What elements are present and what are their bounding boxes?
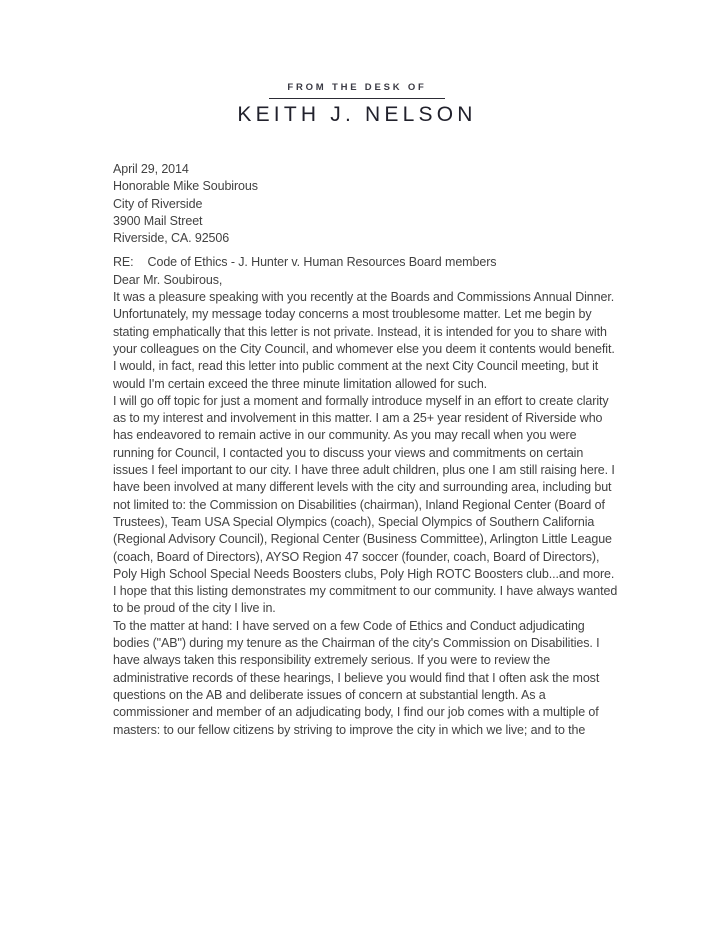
letterhead-kicker: FROM THE DESK OF: [287, 82, 427, 93]
paragraph-3: To the matter at hand: I have served on a few Code of Ethics and Conduct adjudicating bodies ("AB") during my tenure as the Chairman of the city's Commission on Disabilities. I have always taken this responsibility extremely serious. If you were to review the administrative records of these hearings, I believe you would find that I often ask the most questions on the AB and deliberate issues of concern at substantial length. As a commissioner and member of an adjudicating body, I find our job comes with a multiple of masters: to our fellow citizens by striving to improve the city in which we live; and to the: [113, 618, 600, 737]
salutation: Dear Mr. Soubirous,: [113, 272, 223, 287]
reference-line: [113, 254, 618, 271]
recipient-organization: City of Riverside: [113, 196, 203, 211]
recipient-street: 3900 Mail Street: [113, 213, 203, 228]
paragraph-2: I will go off topic for just a moment and formally introduce myself in an effort to create clarity as to my interest and involvement in this matter. I am a 25+ year resident of Riverside who has endeavored to remain active in our community. As you may recall when you were running for Council, I contacted you to discuss your views and commitments on certain issues I feel important to our city. I have three adult children, plus one I am still raising here. I have been involved at many different levels with the city and surrounding area, including but not limited to: the Commission on Disabilities (chairman), Inland Regional Center (Board of Trustees), Team USA Special Olympics (coach), Special Olympics of Southern California (Regional Advisory Council), Regional Center (Business Committee), Arlington Little League (coach, Board of Directors), AYSO Region 47 soccer (founder, coach, Board of Directors), Poly High School Special Needs Boosters clubs, Poly High ROTC Boosters club...and more. I hope that this listing demonstrates my commitment to our community. I have always wanted to be proud of the city I live in.: [113, 393, 618, 616]
letterhead-name: KEITH J. NELSON: [237, 103, 477, 126]
reference-label: RE:: [113, 255, 134, 270]
paragraph-1: It was a pleasure speaking with you recently at the Boards and Commissions Annual Dinner. Unfortunately, my message today concerns a most troublesome matter. Let me begin by stating emphatically that this letter is not private. Instead, it is intended for you to share with your colleagues on the City Council, and whomever else you deem it contents would benefit. I would, in fact, read this letter into public comment at the next City Council meeting, but it would I'm certain exceed the three minute limitation allowed for such.: [113, 290, 615, 391]
recipient-name: Honorable Mike Soubirous: [113, 179, 258, 194]
recipient-address: [113, 178, 618, 247]
letter-date: April 29, 2014: [113, 162, 189, 176]
recipient-city-state-zip: Riverside, CA. 92506: [113, 231, 230, 246]
letterhead: [0, 82, 714, 127]
reference-subject: Code of Ethics - J. Hunter v. Human Resources Board members: [147, 255, 497, 270]
letter-body: [113, 161, 618, 739]
letterhead-divider: [269, 98, 445, 99]
